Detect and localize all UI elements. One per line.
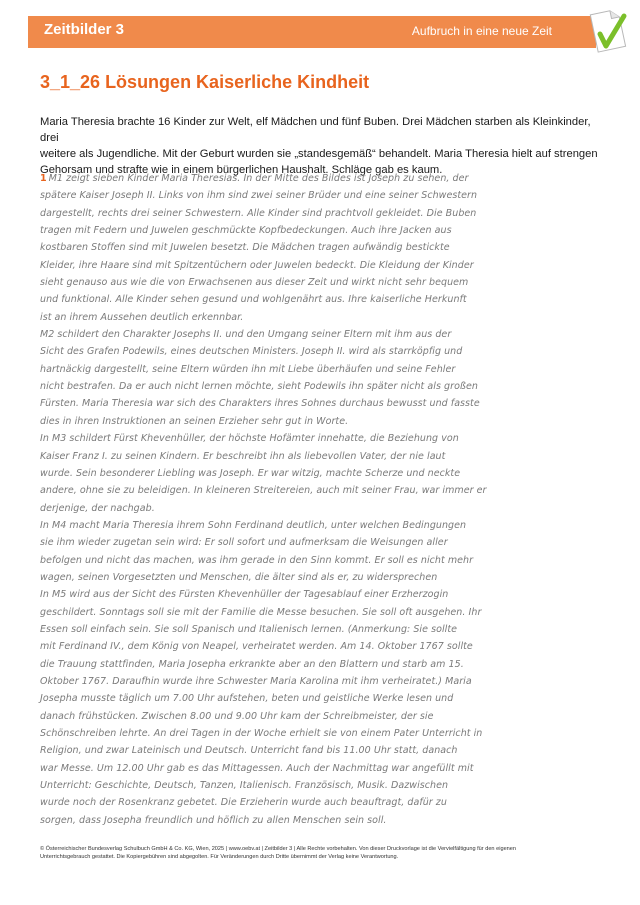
answer-line: mit Ferdinand IV., dem König von Neapel, verheiratet werden. Am 14. Oktober 1767 sollte	[40, 641, 473, 653]
answer-line: spätere Kaiser Joseph II. Links von ihm sind zwei seiner Brüder und eine seiner Schwestern	[40, 190, 478, 202]
header-title: Zeitbilder 3	[44, 21, 125, 38]
answer-line: die Trauung stattfinden, Maria Josepha erkrankte aber an den Blattern und starb am 15.	[40, 658, 464, 670]
answer-line: geschildert. Sonntags soll sie mit der Familie die Messe besuchen. Sie soll oft ausgehen. Ihr	[40, 606, 482, 618]
answer-line: tragen mit Federn und Juwelen geschmückte Kopfbedeckungen. Auch ihre Jacken aus	[40, 225, 452, 237]
header-bar	[28, 16, 596, 48]
answer-line: dies in ihren Instruktionen an seinen Erzieher sehr gut in Worte.	[40, 415, 349, 427]
answer-line: nicht bestrafen. Da er auch nicht lernen möchte, sieht Podewils ihn später nicht als großen	[40, 381, 478, 393]
answer-line: M2 schildert den Charakter Josephs II. und den Umgang seiner Eltern mit ihm aus der	[40, 329, 452, 341]
intro-line: Maria Theresia brachte 16 Kinder zur Welt, elf Mädchen und fünf Buben. Drei Mädchen starben als Kleinkinder, drei	[40, 116, 591, 144]
answer-line: danach frühstücken. Zwischen 8.00 und 9.00 Uhr kam der Schreibmeister, der sie	[40, 710, 434, 722]
answer-line: Unterricht: Geschichte, Deutsch, Tanzen, Italienisch. Französisch, Musik. Dazwischen	[40, 780, 449, 792]
answer-line	[40, 170, 615, 187]
footer-line: © Österreichischer Bundesverlag Schulbuch GmbH & Co. KG, Wien, 2025 | www.oebv.at | Zeitbilder 3 | Alle Rechte vorbehalten. Von dieser Druckvorlage ist die Vervielfältigung für den eigenen	[40, 846, 517, 852]
header-subtitle: Aufbruch in eine neue Zeit	[411, 24, 552, 38]
answer-line: Fürsten. Maria Theresia war sich des Charakters ihres Sohnes durchaus bewusst und fasste	[40, 398, 480, 410]
task-number: 1	[40, 173, 47, 184]
page-title: 3_1_26 Lösungen Kaiserliche Kindheit	[40, 72, 370, 92]
answer-line: Religion, und zwar Lateinisch und Deutsch. Unterricht fand bis 11.00 Uhr statt, danach	[40, 745, 458, 757]
answer-line: In M5 wird aus der Sicht des Fürsten Khevenhüller der Tagesablauf einer Erzherzogin	[40, 589, 449, 601]
answer-line: In M4 macht Maria Theresia ihrem Sohn Ferdinand deutlich, unter welchen Bedingungen	[40, 519, 467, 531]
handwritten-answer	[40, 170, 615, 829]
answer-line: derjenige, der nachgab.	[40, 502, 155, 514]
answer-line: dargestellt, rechts drei seiner Schwestern. Alle Kinder sind prachtvoll gekleidet. Die Buben	[40, 207, 477, 219]
answer-line: wurde. Sein besonderer Liebling was Joseph. Er war witzig, machte Scherze und neckte	[40, 467, 461, 479]
intro-line: weitere als Jugendliche. Mit der Geburt wurden sie „standesgemäß“ behandelt. Maria Theresia hielt auf strengen	[40, 148, 598, 160]
answer-line: wurde noch der Rosenkranz gebetet. Die Erzieherin wurde auch beauftragt, dafür zu	[40, 797, 447, 809]
answer-line: befolgen und nicht das machen, was ihm gerade in den Sinn kommt. Er soll es nicht mehr	[40, 554, 474, 566]
answer-line: sieht genauso aus wie die von Erwachsenen aus dieser Zeit und wirkt nicht sehr bequem	[40, 277, 469, 289]
answer-line: sie ihm wieder zugetan sein wird: Er soll sofort und aufmerksam die Weisungen aller	[40, 537, 448, 549]
footer-line: Unterrichtsgebrauch gestattet. Die Kopiergebühren sind abgegolten. Für Veränderungen durch Dritte übernimmt der Verlag keine Verantwortung.	[40, 854, 399, 860]
answer-line-text: M1 zeigt sieben Kinder Maria Theresias. In der Mitte des Bildes ist Joseph zu sehen, der	[48, 173, 469, 184]
answer-line: und funktional. Alle Kinder sehen gesund und wohlgenährt aus. Ihre kaiserliche Herkunft	[40, 294, 467, 306]
footer-copyright	[40, 845, 600, 861]
answer-line: Oktober 1767. Daraufhin wurde ihre Schwester Maria Karolina mit ihm verheiratet.) Maria	[40, 675, 472, 687]
answer-line: sorgen, dass Josepha freundlich und höflich zu allen Menschen sein soll.	[40, 814, 387, 826]
answer-line: hartnäckig dargestellt, seine Eltern würden ihn mit Liebe überhäufen und seine Fehler	[40, 363, 456, 375]
answer-line: Josepha musste täglich um 7.00 Uhr aufstehen, beten und geistliche Werke lesen und	[40, 693, 454, 705]
intro-line: Gehorsam und strafte wie in einem bürgerlichen Haushalt. Schläge gab es kaum.	[40, 164, 443, 176]
answer-line: andere, ohne sie zu beleidigen. In kleineren Streitereien, auch mit seiner Frau, war immer er	[40, 485, 487, 497]
answer-line: war Messe. Um 12.00 Uhr gab es das Mittagessen. Auch der Nachmittag war angefüllt mit	[40, 762, 474, 774]
document-check-icon	[580, 6, 632, 56]
answer-line: Kleider, ihre Haare sind mit Spitzentüchern oder Juwelen bedeckt. Die Kleidung der Kinder	[40, 259, 474, 271]
intro-text	[40, 114, 610, 178]
answer-line: Sicht des Grafen Podewils, eines deutschen Ministers. Joseph II. wird als starrköpfig und	[40, 346, 463, 358]
answer-line: Kaiser Franz I. zu seinen Kindern. Er beschreibt ihn als liebevollen Vater, der nie laut	[40, 450, 446, 462]
answer-line: In M3 schildert Fürst Khevenhüller, der höchste Hofämter innehatte, die Beziehung von	[40, 433, 459, 445]
answer-line: ist an ihrem Aussehen deutlich erkennbar.	[40, 311, 244, 323]
answer-line: Schönschreiben lehrte. An drei Tagen in der Woche erhielt sie von einem Pater Unterricht in	[40, 728, 483, 739]
answer-line: wagen, seinen Vorgesetzten und Menschen, die älter sind als er, zu widersprechen	[40, 571, 438, 583]
answer-line: Essen soll einfach sein. Sie soll Spanisch und Italienisch lernen. (Anmerkung: Sie sollte	[40, 623, 457, 635]
answer-line: kostbaren Stoffen sind mit Juwelen besetzt. Die Mädchen tragen aufwändig bestickte	[40, 242, 450, 254]
